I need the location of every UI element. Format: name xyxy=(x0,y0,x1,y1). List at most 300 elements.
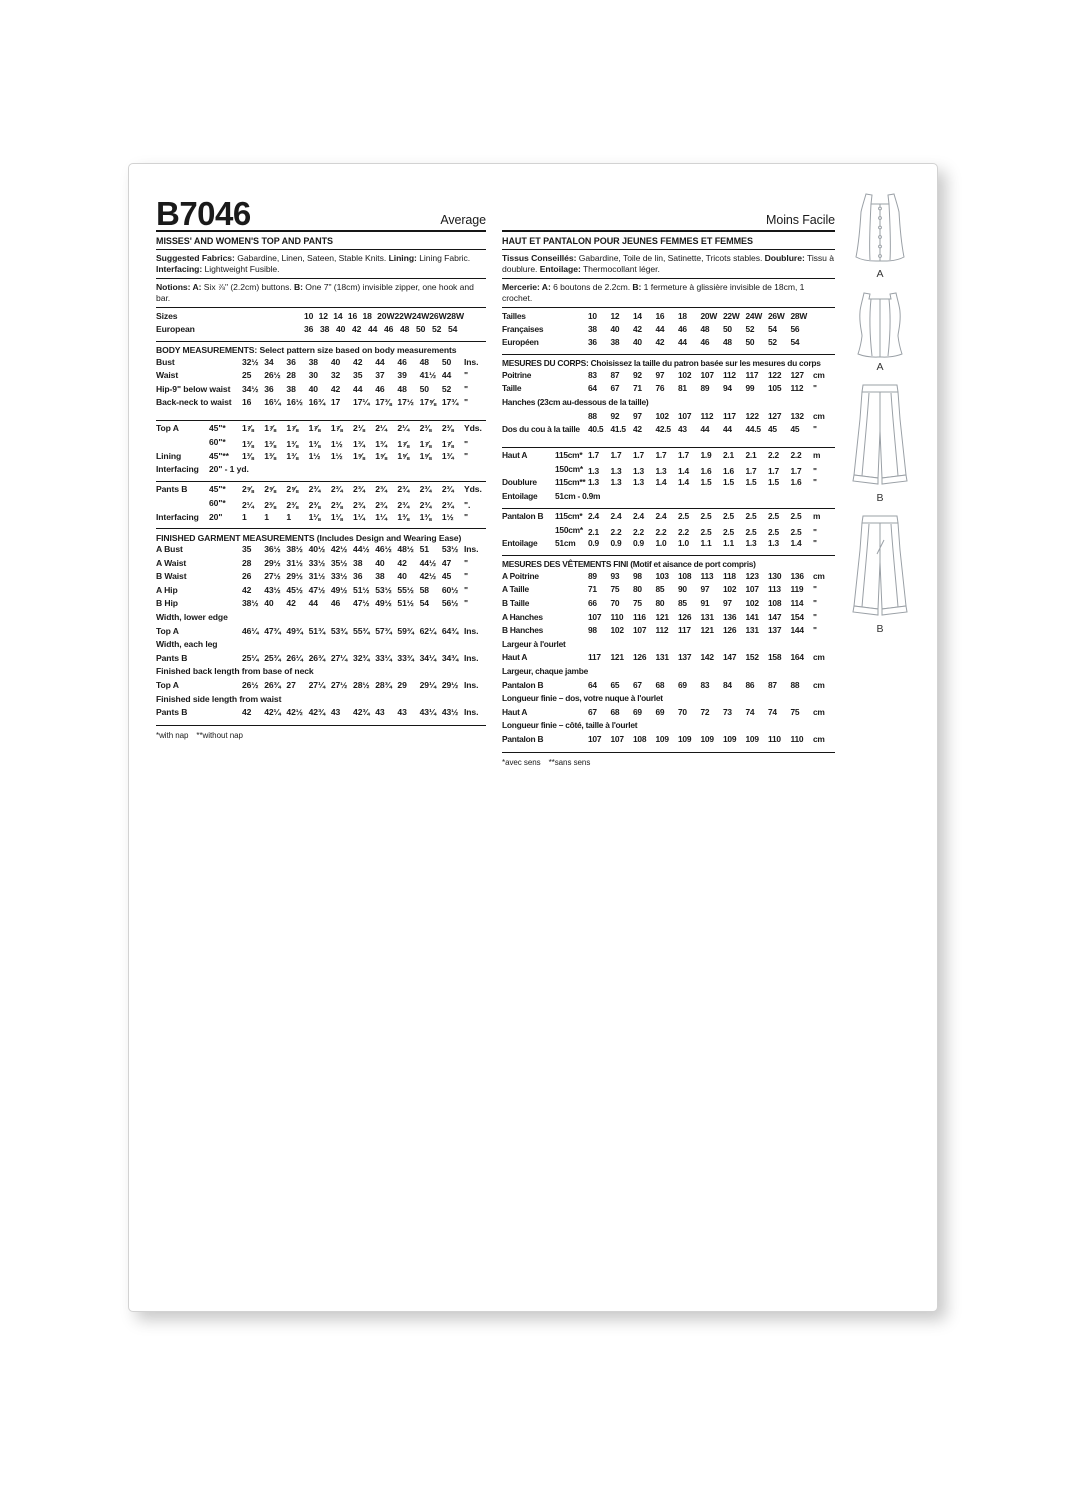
value-cell: 16 xyxy=(655,310,665,321)
value-cell: 98 xyxy=(588,625,597,636)
value-cell: 92 xyxy=(633,369,642,380)
value-cell: 108 xyxy=(633,734,647,744)
label-bold: Lining: xyxy=(388,253,417,263)
label-bold: Notions: A: xyxy=(156,282,202,293)
value-cell: 89 xyxy=(700,383,710,394)
unit-cell: ". xyxy=(464,499,471,510)
table-row xyxy=(156,397,486,411)
row-label-cell xyxy=(156,384,242,394)
value-cell: 76 xyxy=(655,383,665,394)
value-cell: 45½ xyxy=(286,584,303,595)
value-cell: 2.2 xyxy=(633,526,644,537)
value-cell: 97 xyxy=(700,584,710,595)
label-bold: B: xyxy=(632,282,642,293)
value-cell: 33¾ xyxy=(397,652,414,663)
value-cell: 102 xyxy=(745,598,759,609)
value-cell: 2⅝ xyxy=(264,484,276,495)
value-cell: 36 xyxy=(588,337,597,348)
unit-cell: " xyxy=(813,526,817,537)
row-label xyxy=(502,525,555,535)
row-label: Back-neck to waist xyxy=(156,397,232,408)
table-row xyxy=(156,626,486,640)
unit-cell: " xyxy=(464,450,468,461)
table-row xyxy=(502,625,835,639)
table-row xyxy=(502,450,835,464)
subheading-row: Finished side length from waist xyxy=(156,693,282,704)
difficulty-rating-english: Average xyxy=(440,213,486,227)
value-cell: 44 xyxy=(375,356,385,367)
value-cell: 38½ xyxy=(286,544,303,555)
value-cell: 154 xyxy=(790,611,804,622)
garment-title-english: MISSES' AND WOMEN'S TOP AND PANTS xyxy=(156,232,486,250)
value-cell: 32¾ xyxy=(353,652,370,663)
value-cell: 44½ xyxy=(353,544,370,555)
value-cell: 40 xyxy=(336,323,346,334)
value-cell: 2.5 xyxy=(790,511,802,522)
value-cell: 105 xyxy=(768,383,782,394)
value-cell: 16¼ xyxy=(264,397,281,408)
row-label-cell xyxy=(156,544,242,554)
value-cell: 22W xyxy=(723,310,740,321)
value-cell: 2¾ xyxy=(397,484,410,495)
value-cell: 46 xyxy=(330,598,341,609)
value-cell: 31½ xyxy=(308,571,326,582)
value-cell: 34¼ xyxy=(419,652,437,663)
finished-measurements-english xyxy=(156,533,486,726)
value-cells xyxy=(242,311,464,321)
value-cell: 2.4 xyxy=(610,511,622,522)
value-cell: 16 xyxy=(242,397,252,408)
value-cell: 17⅜ xyxy=(375,397,392,408)
value-cell: 116 xyxy=(633,611,646,622)
row-label xyxy=(156,498,209,508)
value-cell: 1⅛ xyxy=(330,511,343,522)
value-cell: 1¼ xyxy=(353,511,365,522)
label-bold: Tissus Conseillés: xyxy=(502,253,577,263)
value-cell: 33¼ xyxy=(375,652,392,663)
value-cells xyxy=(588,612,813,622)
value-cell: 24W xyxy=(745,310,762,321)
value-cell: 46¼ xyxy=(242,625,259,636)
row-label: Entoilage xyxy=(502,538,538,549)
table-row xyxy=(502,571,835,585)
value-cell: 64 xyxy=(588,679,597,690)
unit-cell: " xyxy=(464,598,468,609)
value-cell: 40 xyxy=(397,571,407,582)
value-cell: 126 xyxy=(678,611,692,622)
label-text: 1 fermeture à glissière invisible de 18cm, 1 crochet. xyxy=(502,282,805,303)
value-cell: 2¼ xyxy=(397,423,410,434)
table-row xyxy=(156,370,486,384)
value-cell: 18 xyxy=(678,310,687,321)
value-cell: 1¾ xyxy=(375,439,387,450)
table-row xyxy=(156,464,486,478)
notions-french xyxy=(502,279,835,308)
table-row xyxy=(502,337,835,350)
value-cells xyxy=(588,652,813,662)
row-label: A Waist xyxy=(156,557,187,568)
value-cell: 2⅜ xyxy=(308,499,321,510)
subheading-row: Width, each leg xyxy=(156,639,218,650)
value-cell: 44½ xyxy=(419,557,437,568)
row-label: Entoilage xyxy=(502,491,538,501)
row-label: B Hanches xyxy=(502,625,544,636)
value-cell: 2¾ xyxy=(330,484,343,495)
value-cell: 147 xyxy=(768,611,782,622)
value-cell: 50 xyxy=(745,337,755,348)
row-label: B Taille xyxy=(502,598,530,609)
value-cells xyxy=(242,680,464,690)
nap-footnote-french: *avec sens **sans sens xyxy=(502,757,591,767)
unit-cell: Ins. xyxy=(464,544,479,555)
value-cell: 38 xyxy=(353,557,363,568)
value-cell: 50 xyxy=(416,323,426,334)
value-cell: 1.7 xyxy=(768,465,779,476)
value-cell: 35 xyxy=(353,370,363,381)
label-text: Gabardine, Toile de lin, Satinette, Tricots stables. xyxy=(576,253,765,263)
unit-cell: Ins. xyxy=(464,356,479,367)
header-french xyxy=(502,190,835,232)
value-cells xyxy=(588,538,813,548)
unit-cell: " xyxy=(464,511,468,522)
value-cell: 1.1 xyxy=(700,538,712,549)
value-cell: 50 xyxy=(441,356,452,367)
value-cell: 117 xyxy=(678,625,691,636)
value-cell: 43 xyxy=(330,707,341,718)
value-cell: 0.9 xyxy=(610,538,622,549)
label-text: Six ⅞" (2.2cm) buttons. xyxy=(201,282,294,293)
value-cell: 70 xyxy=(610,598,620,609)
value-cells xyxy=(588,324,813,334)
value-cell: 112 xyxy=(655,625,669,636)
value-cell: 69 xyxy=(655,706,665,717)
value-cell: 36½ xyxy=(264,544,281,555)
value-cell: 22W xyxy=(394,310,412,321)
row-label-cell xyxy=(156,558,242,568)
value-cell: 26W xyxy=(429,310,447,321)
row-label: B Waist xyxy=(156,571,187,582)
value-cell: 32½ xyxy=(242,356,259,367)
value-cell: 28 xyxy=(286,370,296,381)
value-cell: 29½ xyxy=(441,680,459,691)
value-cell: 112 xyxy=(723,369,736,380)
value-cell: 17½ xyxy=(397,397,414,408)
value-cell: 65 xyxy=(610,679,620,690)
value-cell: 52 xyxy=(768,337,777,348)
value-cell: 109 xyxy=(700,734,714,744)
value-cell: 1 xyxy=(242,511,247,522)
row-label: Lining xyxy=(156,450,182,461)
fabric-width-label: 51cm - 0.9m xyxy=(555,491,601,501)
value-cell: 2.5 xyxy=(700,511,712,522)
table-row xyxy=(502,734,835,748)
row-label: Pantalon B xyxy=(502,734,544,744)
value-cell: 121 xyxy=(655,611,669,622)
value-cell: 42¾ xyxy=(308,707,326,718)
value-cells xyxy=(242,451,464,461)
value-cell: 44 xyxy=(723,424,732,435)
table-row xyxy=(502,411,835,425)
table-row xyxy=(156,571,486,585)
row-label: European xyxy=(156,323,195,334)
unit-cell: Yds. xyxy=(464,484,482,495)
value-cells xyxy=(588,571,813,581)
value-cells xyxy=(588,598,813,608)
value-cell: 44 xyxy=(441,370,452,381)
value-cell: 1.5 xyxy=(745,477,757,488)
value-cell: 42 xyxy=(352,323,362,334)
fabric-width-label: 45"* xyxy=(209,423,226,434)
value-cell: 46 xyxy=(678,323,687,334)
value-cell: 46 xyxy=(397,356,407,367)
value-cell: 142 xyxy=(700,652,714,663)
fabric-width-label: 115cm* xyxy=(555,450,583,461)
row-label-cell xyxy=(156,370,242,380)
value-cell: 38 xyxy=(286,383,296,394)
value-cell: 92 xyxy=(610,410,620,421)
table-row xyxy=(502,680,835,694)
value-cell: 38 xyxy=(375,571,385,582)
table-row xyxy=(502,511,835,525)
value-cell: 53½ xyxy=(375,584,392,595)
row-label-cell xyxy=(156,324,242,334)
unit-cell: " xyxy=(813,538,817,549)
value-cell: 97 xyxy=(655,369,665,380)
fabric-width-label: 150cm* xyxy=(555,524,583,535)
value-cell: 1⅞ xyxy=(286,423,299,434)
row-label-cell xyxy=(156,707,242,717)
table-row xyxy=(502,383,835,397)
value-cell: 85 xyxy=(678,598,687,609)
subheading-row: Largeur, chaque jambe xyxy=(502,666,588,677)
suggested-fabrics-english xyxy=(156,250,486,279)
value-cell: 1.3 xyxy=(610,477,622,488)
table-row xyxy=(156,558,486,572)
row-label: A Poitrine xyxy=(502,570,539,581)
label-bold: Suggested Fabrics: xyxy=(156,253,235,263)
unit-cell: Ins. xyxy=(464,625,479,636)
size-table-english xyxy=(156,308,486,341)
value-cell: 1⅜ xyxy=(286,450,299,461)
row-label-cell xyxy=(156,451,242,461)
value-cell: 43½ xyxy=(264,584,281,595)
value-cell: 49½ xyxy=(375,598,392,609)
table-row xyxy=(502,424,835,438)
table-row xyxy=(502,525,835,539)
value-cell: 45 xyxy=(441,571,452,582)
value-cell: 50 xyxy=(723,323,732,334)
value-cell: 1⅞ xyxy=(308,423,321,434)
table-row xyxy=(156,324,486,337)
french-column xyxy=(502,190,835,767)
row-label-cell xyxy=(156,311,242,321)
view-label: A xyxy=(876,361,884,373)
table-row xyxy=(156,498,486,512)
section-title: MESURES DU CORPS: Choisissez la taille du patron basée sur les mesures du corps xyxy=(502,358,821,369)
value-cell: 42 xyxy=(330,383,341,394)
value-cells xyxy=(242,558,464,568)
value-cell: 69 xyxy=(633,706,642,717)
value-cell: 16¾ xyxy=(308,397,326,408)
subheading-row: Width, lower edge xyxy=(156,612,228,623)
value-cell: 2.2 xyxy=(790,450,802,461)
value-cell: 1.6 xyxy=(790,477,802,488)
value-cells xyxy=(588,527,813,537)
value-cell: 42 xyxy=(633,323,642,334)
unit-cell: " xyxy=(813,465,817,476)
pattern-envelope-back xyxy=(128,163,938,1312)
section-title: FINISHED GARMENT MEASUREMENTS (Includes Design and Wearing Ease) xyxy=(156,532,462,543)
fabric-width-label: 60"* xyxy=(209,497,226,508)
table-row xyxy=(502,612,835,626)
value-cell: 54 xyxy=(448,323,458,334)
value-cell: 102 xyxy=(723,584,737,595)
value-cell: 1.7 xyxy=(790,465,802,476)
value-cell: 2.5 xyxy=(768,526,779,537)
row-label: Sizes xyxy=(156,310,178,321)
value-cell: 110 xyxy=(610,611,624,622)
value-cell: 40½ xyxy=(308,544,326,555)
unit-cell: " xyxy=(813,424,817,435)
value-cell: 41.5 xyxy=(610,424,626,435)
value-cell: 17 xyxy=(330,397,341,408)
table-row xyxy=(156,451,486,465)
value-cell: 1.3 xyxy=(745,538,757,549)
row-label-cell xyxy=(156,598,242,608)
value-cell: 40 xyxy=(308,383,318,394)
value-cell: 38 xyxy=(610,337,620,348)
value-cell: 67 xyxy=(610,383,620,394)
value-cell: 1.3 xyxy=(588,477,599,488)
value-cell: 2¼ xyxy=(375,423,387,434)
view-label: B xyxy=(876,623,884,635)
value-cells xyxy=(588,584,813,594)
value-cell: 1⅞ xyxy=(441,439,454,450)
row-label-cell xyxy=(156,464,249,474)
body-measurements-english xyxy=(156,345,486,411)
page-content xyxy=(156,190,923,767)
value-cells xyxy=(242,585,464,595)
table-row xyxy=(502,370,835,384)
row-label-cell xyxy=(502,424,588,434)
value-cell: 1.4 xyxy=(790,538,802,549)
value-cell: 44 xyxy=(368,323,378,334)
value-cells xyxy=(242,500,464,510)
figure-top-a-front xyxy=(843,191,917,280)
value-cell: 25 xyxy=(242,370,252,381)
value-cell: 51½ xyxy=(353,584,370,595)
row-label-cell xyxy=(502,734,588,744)
value-cell: 80 xyxy=(655,598,665,609)
value-cell: 42 xyxy=(353,356,363,367)
value-cell: 84 xyxy=(723,679,732,690)
row-label: Haut A xyxy=(502,652,528,663)
unit-cell: " xyxy=(813,598,817,609)
value-cell: 25¾ xyxy=(264,652,281,663)
value-cells xyxy=(242,707,464,717)
value-cell: 48 xyxy=(419,356,429,367)
value-cell: 80 xyxy=(633,584,642,595)
value-cell: 107 xyxy=(745,584,759,595)
value-cell: 47½ xyxy=(353,598,370,609)
value-cell: 108 xyxy=(768,598,782,609)
value-cell: 1.3 xyxy=(610,465,622,476)
value-cell: 40 xyxy=(264,598,274,609)
value-cell: 46 xyxy=(384,323,394,334)
value-cell: 1.1 xyxy=(723,538,734,549)
value-cell: 10 xyxy=(588,310,597,321)
value-cell: 2⅝ xyxy=(242,484,254,495)
value-cell: 50 xyxy=(419,383,429,394)
value-cell: 1¾ xyxy=(353,439,365,450)
value-cell: 130 xyxy=(768,570,782,581)
pants-b-front-sketch xyxy=(848,383,912,491)
value-cell: 1.0 xyxy=(655,538,667,549)
value-cell: 103 xyxy=(655,570,669,581)
value-cell: 49½ xyxy=(330,584,348,595)
row-label-cell xyxy=(502,511,588,521)
value-cell: 126 xyxy=(723,625,737,636)
value-cell: 2¾ xyxy=(375,484,387,495)
value-cell: 29 xyxy=(397,680,407,691)
value-cell: 29¼ xyxy=(419,680,437,691)
row-label-cell xyxy=(502,337,588,347)
value-cell: 2.5 xyxy=(723,526,734,537)
value-cell: 44 xyxy=(655,323,665,334)
row-label: Européen xyxy=(502,337,539,348)
unit-cell: " xyxy=(464,439,468,450)
value-cell: 64¾ xyxy=(441,625,459,636)
top-a-back-sketch xyxy=(848,290,912,360)
value-cell: 1⅞ xyxy=(330,423,343,434)
row-label-cell xyxy=(156,397,242,407)
value-cell: 2.1 xyxy=(745,450,757,461)
value-cells xyxy=(242,512,464,522)
row-label-cell xyxy=(502,311,588,321)
value-cell: 40 xyxy=(330,356,341,367)
row-label-cell xyxy=(502,707,588,717)
value-cell: 87 xyxy=(610,369,620,380)
value-cell: 17⅝ xyxy=(419,397,437,408)
value-cell: 29½ xyxy=(286,571,303,582)
row-label: Tailles xyxy=(502,310,526,321)
value-cell: 2⅜ xyxy=(264,499,276,510)
value-cell: 32 xyxy=(330,370,341,381)
value-cell: 28¾ xyxy=(375,680,392,691)
value-cells xyxy=(242,370,464,380)
value-cell: 2.5 xyxy=(768,511,779,522)
unit-cell: Ins. xyxy=(464,707,479,718)
value-cell: 2.1 xyxy=(723,450,734,461)
finished-measurements-rows xyxy=(156,544,486,721)
table-row xyxy=(156,384,486,398)
section-title: BODY MEASUREMENTS: Select pattern size based on body measurements xyxy=(156,345,457,356)
row-label: Taille xyxy=(502,383,522,394)
difficulty-rating-french: Moins Facile xyxy=(766,213,835,227)
value-cell: 1.7 xyxy=(655,450,667,461)
unit-cell: " xyxy=(813,611,817,622)
value-cell: 107 xyxy=(610,734,624,744)
value-cell: 51½ xyxy=(397,598,414,609)
value-cell: 59¾ xyxy=(397,625,414,636)
value-cell: 2¾ xyxy=(353,499,365,510)
row-label-cell xyxy=(502,612,588,622)
value-cell: 1⅞ xyxy=(242,423,254,434)
value-cell: 71 xyxy=(633,383,642,394)
value-cell: 1⅞ xyxy=(419,439,432,450)
unit-cell: cm xyxy=(813,706,825,717)
row-label-cell xyxy=(502,584,588,594)
